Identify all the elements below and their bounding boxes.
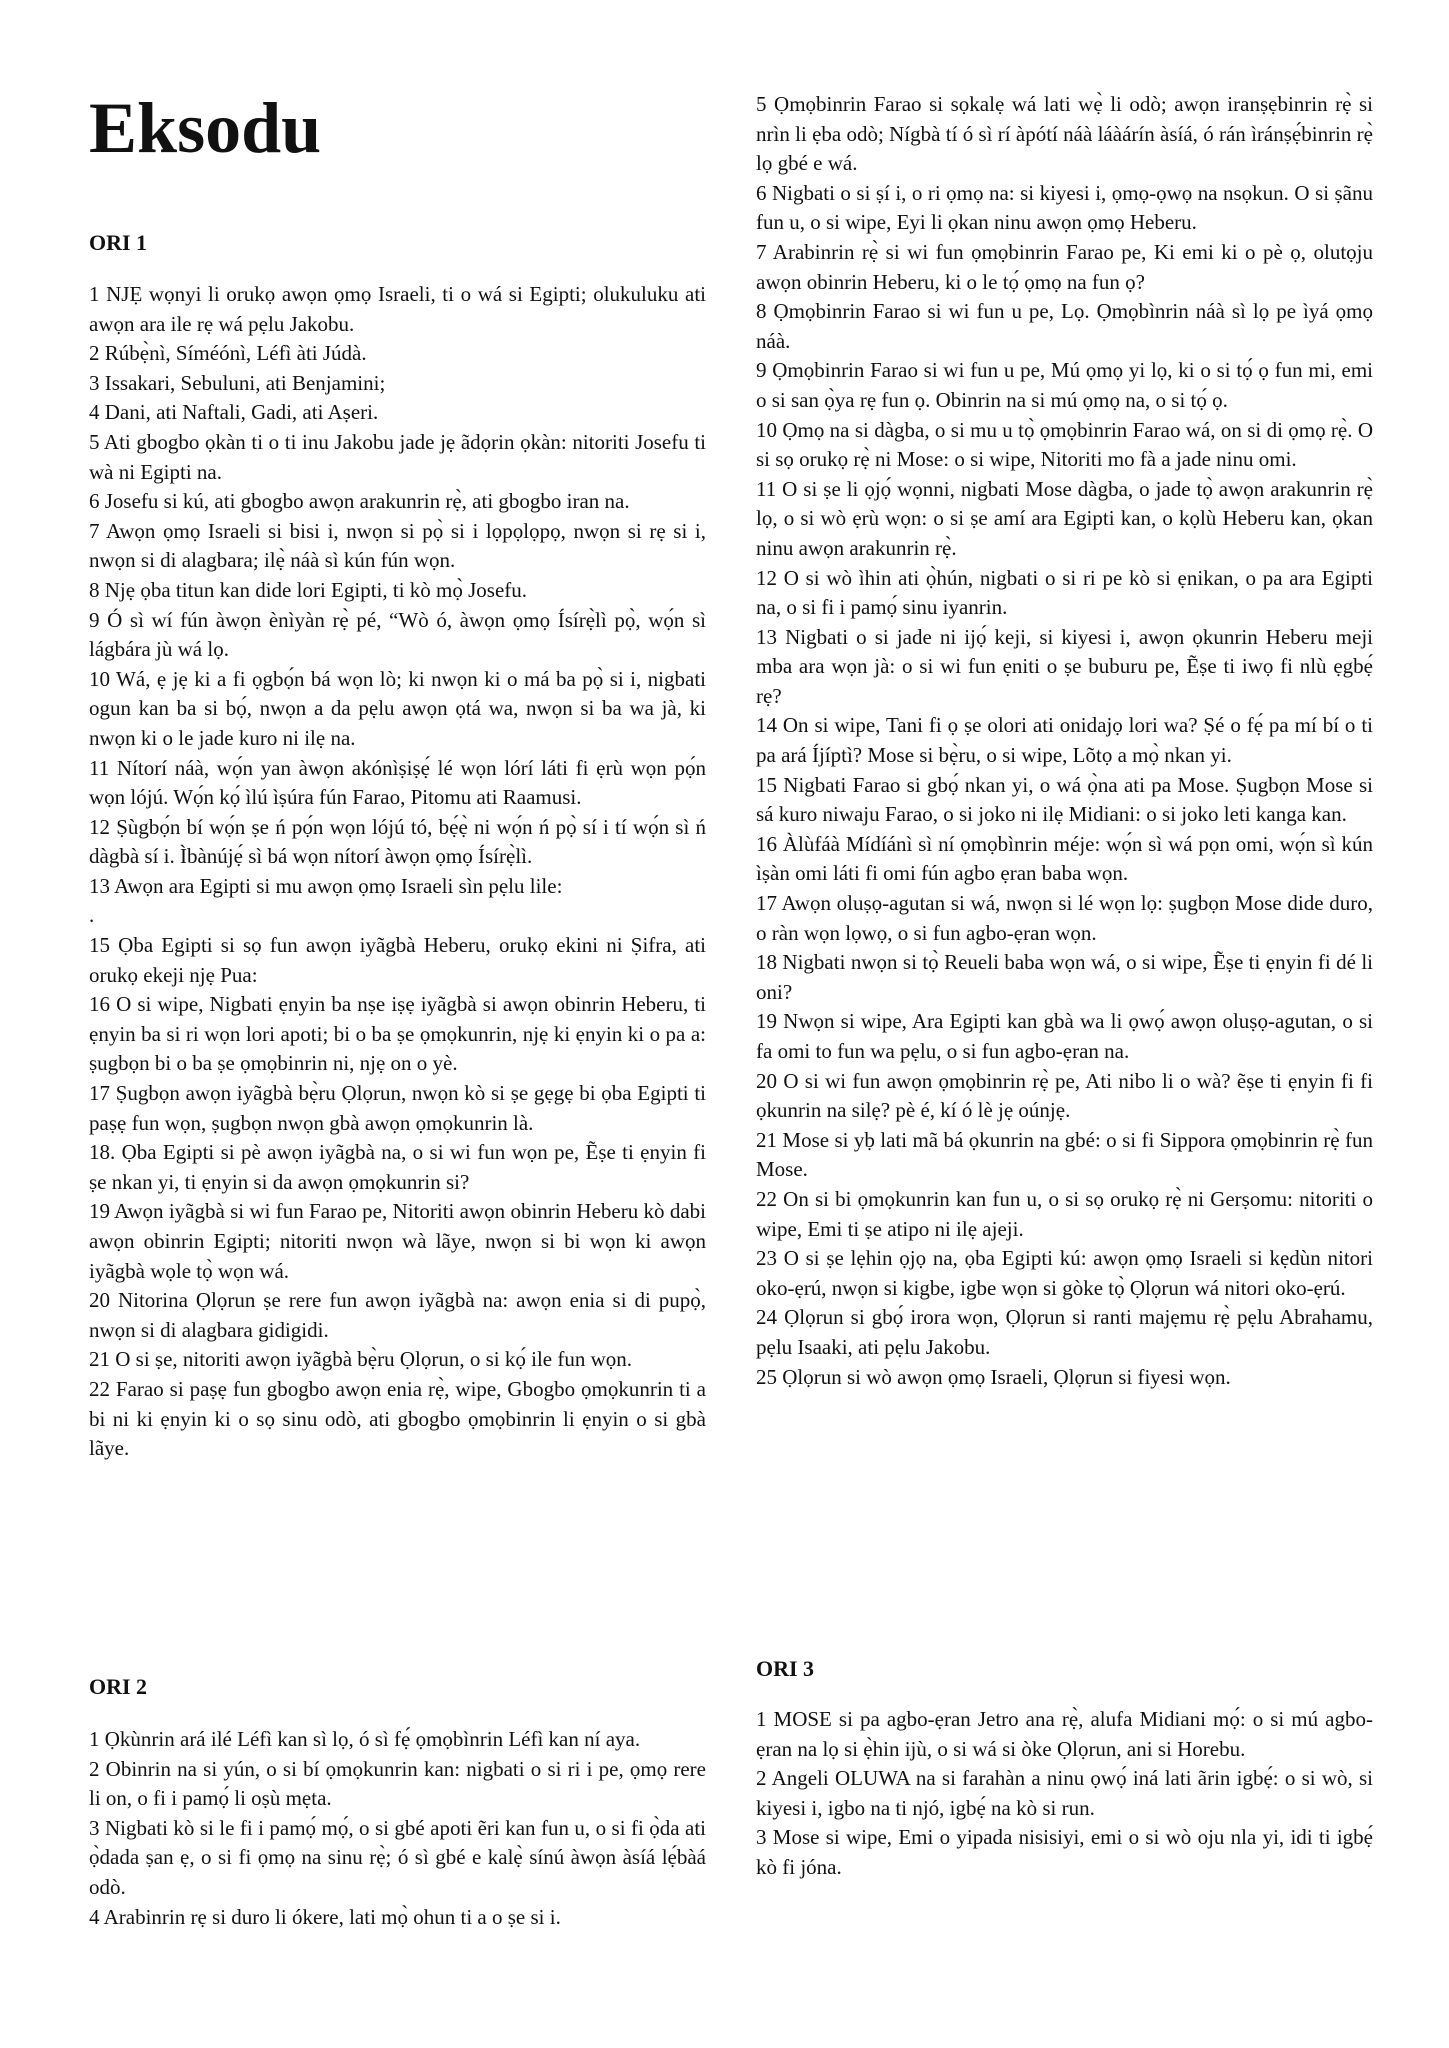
verse: 2 Rúbẹ̀nì, Síméónì, Léfì àti Júdà. xyxy=(89,341,367,366)
verse: 11 O si ṣe li ọjọ́ wọnni, nigbati Mose dàgba, o jade tọ̀ awọn arakunrin rẹ̀ lọ, o si wò ẹrù wọn: o si ṣe amí ara Egipti kan, o kọlù Heberu kan, ọkan ninu awọn arakunrin rẹ̀. xyxy=(756,476,1373,560)
verse: 1 MOSE si pa agbo-ẹran Jetro ana rẹ̀, alufa Midiani mọ́: o si mú agbo-ẹran na lọ si ẹ̀hin ijù, o si wá si òke Ọlọrun, ani si Horebu. xyxy=(756,1707,1373,1761)
verse: 10 Ọmọ na si dàgba, o si mu u tọ̀ ọmọbinrin Farao wá, on si di ọmọ rẹ̀. O si sọ orukọ rẹ̀ ni Mose: o si wipe, Nitoriti mo fà a jade ninu omi. xyxy=(756,417,1373,472)
verse: 16 Àlùfáà Mídíánì sì ní ọmọbìnrin méje: wọ́n sì wá pọn omi, wọ́n sì kún ìṣàn omi láti fi omi fún agbo ẹran baba wọn. xyxy=(756,831,1373,886)
verse: 25 Ọlọrun si wò awọn ọmọ Israeli, Ọlọrun si fiyesi wọn. xyxy=(756,1364,1231,1389)
verse: 8 Ọmọbinrin Farao si wi fun u pe, Lọ. Ọmọbìnrin náà sì lọ pe ìyá ọmọ náà. xyxy=(756,299,1373,353)
verse: 7 Awọn ọmọ Israeli si bisi i, nwọn si pọ̀ si i lọpọlọpọ, nwọn si rẹ si i, nwọn si di alagbara; ilẹ̀ náà sì kún fún wọn. xyxy=(89,518,706,573)
verse: 12 O si wò ìhin ati ọ̀hún, nigbati o si ri pe kò si ẹnikan, o pa ara Egipti na, o si fi i pamọ́ sinu iyanrin. xyxy=(756,565,1373,620)
verse: 2 Obinrin na si yún, o si bí ọmọkunrin kan: nigbati o si ri i pe, ọmọ rere li on, o fi i pamọ́ li oṣù mẹta. xyxy=(89,1756,706,1811)
chapter-1-verses xyxy=(89,280,706,1464)
verse: 5 Ati gbogbo ọkàn ti o ti inu Jakobu jade jẹ ãdọrin ọkàn: nitoriti Josefu ti wà ni Egipti na. xyxy=(89,429,706,484)
verse: 13 Awọn ara Egipti si mu awọn ọmọ Israeli sìn pẹlu lile: xyxy=(89,873,563,898)
verse: 20 O si wi fun awọn ọmọbinrin rẹ̀ pe, Ati nibo li o wà? ẽṣe ti ẹnyin fi fi ọkunrin na silẹ? pè é, kí ó lè jẹ oúnjẹ. xyxy=(756,1068,1373,1123)
verse: 17 Ṣugbọn awọn iyãgbà bẹ̀ru Ọlọrun, nwọn kò si ṣe gẹgẹ bi ọba Egipti ti paṣẹ fun wọn, ṣugbọn nwọn gbà awọn ọmọkunrin là. xyxy=(89,1081,706,1135)
verse: 9 Ó sì wí fún àwọn ènìyàn rẹ̀ pé, “Wò ó, àwọn ọmọ Ísírẹ̀lì pọ̀, wọ́n sì lágbára jù wá lọ. xyxy=(89,607,706,662)
verse: 3 Issakari, Sebuluni, ati Benjamini; xyxy=(89,370,386,395)
verse: 21 Mose si yḅ lati mã bá ọkunrin na gbé: o si fi Sippora ọmọbinrin rẹ̀ fun Mose. xyxy=(756,1127,1373,1182)
verse: . xyxy=(89,903,95,928)
verse: 6 Josefu si kú, ati gbogbo awọn arakunrin rẹ̀, ati gbogbo iran na. xyxy=(89,489,630,514)
chapter-3-verses xyxy=(756,1705,1373,1883)
verse: 16 O si wipe, Nigbati ẹnyin ba nṣe iṣẹ iyãgbà si awọn obinrin Heberu, ti ẹnyin ba si ri wọn lori apoti; bi o ba ṣe ọmọkunrin, njẹ ki ẹnyin ki o pa a: ṣugbọn bi o ba ṣe ọmọbinrin ni, njẹ on o yè. xyxy=(89,992,706,1076)
verse: 24 Ọlọrun si gbọ́ irora wọn, Ọlọrun si ranti majẹmu rẹ̀ pẹlu Abrahamu, pẹlu Isaaki, ati pẹlu Jakobu. xyxy=(756,1305,1373,1359)
verse: 19 Nwọn si wipe, Ara Egipti kan gbà wa li ọwọ́ awọn oluṣọ-agutan, o si fa omi to fun wa pẹlu, o si fun agbo-ẹran na. xyxy=(756,1009,1373,1063)
verse: 2 Angeli OLUWA na si farahàn a ninu ọwọ́ iná lati ãrin igbẹ́: o si wò, si kiyesi i, igbo na ti njó, igbẹ́ na kò si run. xyxy=(756,1766,1373,1820)
verse: 8 Njẹ ọba titun kan dide lori Egipti, ti kò mọ̀ Josefu. xyxy=(89,577,528,602)
book-title: Eksodu xyxy=(89,88,322,168)
verse: 19 Awọn iyãgbà si wi fun Farao pe, Nitoriti awọn obinrin Heberu kò dabi awọn obinrin Egipti; nitoriti nwọn wà lãye, nwọn si bi wọn ki awọn iyãgbà wọle tọ̀ wọn wá. xyxy=(89,1199,706,1283)
verse: 18. Ọba Egipti si pè awọn iyãgbà na, o si wi fun wọn pe, Ẽṣe ti ẹnyin fi ṣe nkan yi, ti ẹnyin si da awọn ọmọkunrin si? xyxy=(89,1140,706,1194)
verse: 17 Awọn oluṣọ-agutan si wá, nwọn si lé wọn lọ: ṣugbọn Mose dide duro, o ràn wọn lọwọ, o si fun agbo-ẹran wọn. xyxy=(756,891,1373,945)
verse: 10 Wá, ẹ jẹ ki a fi ọgbọ́n bá wọn lò; ki nwọn ki o má ba pọ̀ si i, nigbati ogun kan ba si bọ́, nwọn a da pẹlu awọn ọtá wa, nwọn si ba wa jà, ki nwọn ki o le jade kuro ni ilẹ na. xyxy=(89,666,706,750)
verse: 15 Ọba Egipti si sọ fun awọn iyãgbà Heberu, orukọ ekini ni Ṣifra, ati orukọ ekeji njẹ Pua: xyxy=(89,933,706,987)
chapter-heading-ori-2: ORI 2 xyxy=(89,1674,148,1699)
verse: 4 Arabinrin rẹ si duro li ókere, lati mọ̀ ohun ti a o ṣe si i. xyxy=(89,1904,561,1929)
verse: 12 Ṣùgbọ́n bí wọ́n ṣe ń pọ́n wọn lójú tó, bẹ́ẹ̀ ni wọ́n ń pọ̀ sí i tí wọ́n sì ń dàgbà sí i. Ìbànújẹ́ sì bá wọn nítorí àwọn ọmọ Ísírẹ̀lì. xyxy=(89,814,706,869)
verse: 20 Nitorina Ọlọrun ṣe rere fun awọn iyãgbà na: awọn enia si di pupọ̀, nwọn si di alagbara gidigidi. xyxy=(89,1288,706,1342)
verse: 6 Nigbati o si ṣí i, o ri ọmọ na: si kiyesi i, ọmọ-ọwọ na nsọkun. O si ṣãnu fun u, o si wipe, Eyi li ọkan ninu awọn ọmọ Heberu. xyxy=(756,180,1373,235)
verse: 23 O si ṣe lẹhin ọjọ na, ọba Egipti kú: awọn ọmọ Israeli si kẹdùn nitori oko-ẹrú, nwọn si kigbe, igbe wọn si gòke tọ̀ Ọlọrun wá nitori oko-ẹrú. xyxy=(756,1246,1373,1300)
verse: 22 On si bi ọmọkunrin kan fun u, o si sọ orukọ rẹ̀ ni Gerṣomu: nitoriti o wipe, Emi ti ṣe atipo ni ilẹ ajeji. xyxy=(756,1186,1373,1241)
chapter-2-verses-right xyxy=(756,90,1373,1392)
chapter-2-verses-left xyxy=(89,1725,706,1932)
verse: 15 Nigbati Farao si gbọ́ nkan yi, o wá ọ̀na ati pa Mose. Ṣugbọn Mose si sá kuro niwaju Farao, o si joko ni ilẹ Midiani: o si joko leti kanga kan. xyxy=(756,772,1373,827)
verse: 7 Arabinrin rẹ̀ si wi fun ọmọbinrin Farao pe, Ki emi ki o pè ọ, olutọju awọn obinrin Heberu, ki o le tọ́ ọmọ na fun ọ? xyxy=(756,239,1373,294)
verse: 9 Ọmọbinrin Farao si wi fun u pe, Mú ọmọ yi lọ, ki o si tọ́ ọ fun mi, emi o si san ọ̀ya rẹ fun ọ. Obinrin na si mú ọmọ na, o si tọ́ ọ. xyxy=(756,358,1373,412)
verse: 5 Ọmọbinrin Farao si sọkalẹ wá lati wẹ̀ li odò; awọn iranṣẹbinrin rẹ̀ si nrìn li ẹba odò; Nígbà tí ó sì rí àpótí náà láàárín àsíá, ó rán ìránṣẹ́binrin rẹ̀ lọ gbé e wá. xyxy=(756,92,1373,176)
chapter-heading-ori-1: ORI 1 xyxy=(89,230,148,255)
verse: 21 O si ṣe, nitoriti awọn iyãgbà bẹ̀ru Ọlọrun, o si kọ́ ile fun wọn. xyxy=(89,1347,633,1372)
verse: 11 Nítorí náà, wọ́n yan àwọn akónìṣiṣẹ́ lé wọn lórí láti fi ẹrù wọn pọ́n wọn lójú. Wọ́n kọ́ ìlú ìṣúra fún Farao, Pitomu ati Raamusi. xyxy=(89,755,706,810)
verse: 18 Nigbati nwọn si tọ̀ Reueli baba wọn wá, o si wipe, Ẽṣe ti ẹnyin fi dé li oni? xyxy=(756,950,1373,1004)
chapter-heading-ori-3: ORI 3 xyxy=(756,1656,815,1681)
verse: 13 Nigbati o si jade ni ijọ́ keji, si kiyesi i, awọn ọkunrin Heberu meji mba ara wọn jà: o si wi fun ẹniti o ṣe buburu pe, Ẽṣe ti iwọ fi nlù ẹgbẹ́ rẹ? xyxy=(756,624,1373,708)
verse: 3 Mose si wipe, Emi o yipada nisisiyi, emi o si wò oju nla yi, idi ti igbẹ́ kò fi jóna. xyxy=(756,1825,1373,1879)
verse: 1 NJẸ wọnyi li orukọ awọn ọmọ Israeli, ti o wá si Egipti; olukuluku ati awọn ara ile rẹ wá pẹlu Jakobu. xyxy=(89,282,706,336)
verse: 4 Dani, ati Naftali, Gadi, ati Aṣeri. xyxy=(89,400,379,425)
verse: 1 Ọkùnrin ará ilé Léfì kan sì lọ, ó sì fẹ́ ọmọbìnrin Léfì kan ní aya. xyxy=(89,1727,641,1751)
verse: 22 Farao si paṣẹ fun gbogbo awọn enia rẹ̀, wipe, Gbogbo ọmọkunrin ti a bi ni ki ẹnyin ki o sọ sinu odò, ati gbogbo ọmọbinrin li ẹnyin o si gbà lãye. xyxy=(89,1376,706,1461)
verse: 14 On si wipe, Tani fi ọ ṣe olori ati onidajọ lori wa? Ṣé o fẹ́ pa mí bí o ti pa ará Íjíptì? Mose si bẹ̀ru, o si wipe, Lõtọ a mọ̀ nkan yi. xyxy=(756,713,1373,768)
verse: 3 Nigbati kò si le fi i pamọ́ mọ́, o si gbé apoti ẽri kan fun u, o si fi ọ̀da ati ọ̀dada ṣan ẹ, o si fi ọmọ na sinu rẹ̀; ó sì gbé e kalẹ̀ sínú àwọn àsíá lẹ́bàá odò. xyxy=(89,1815,706,1899)
